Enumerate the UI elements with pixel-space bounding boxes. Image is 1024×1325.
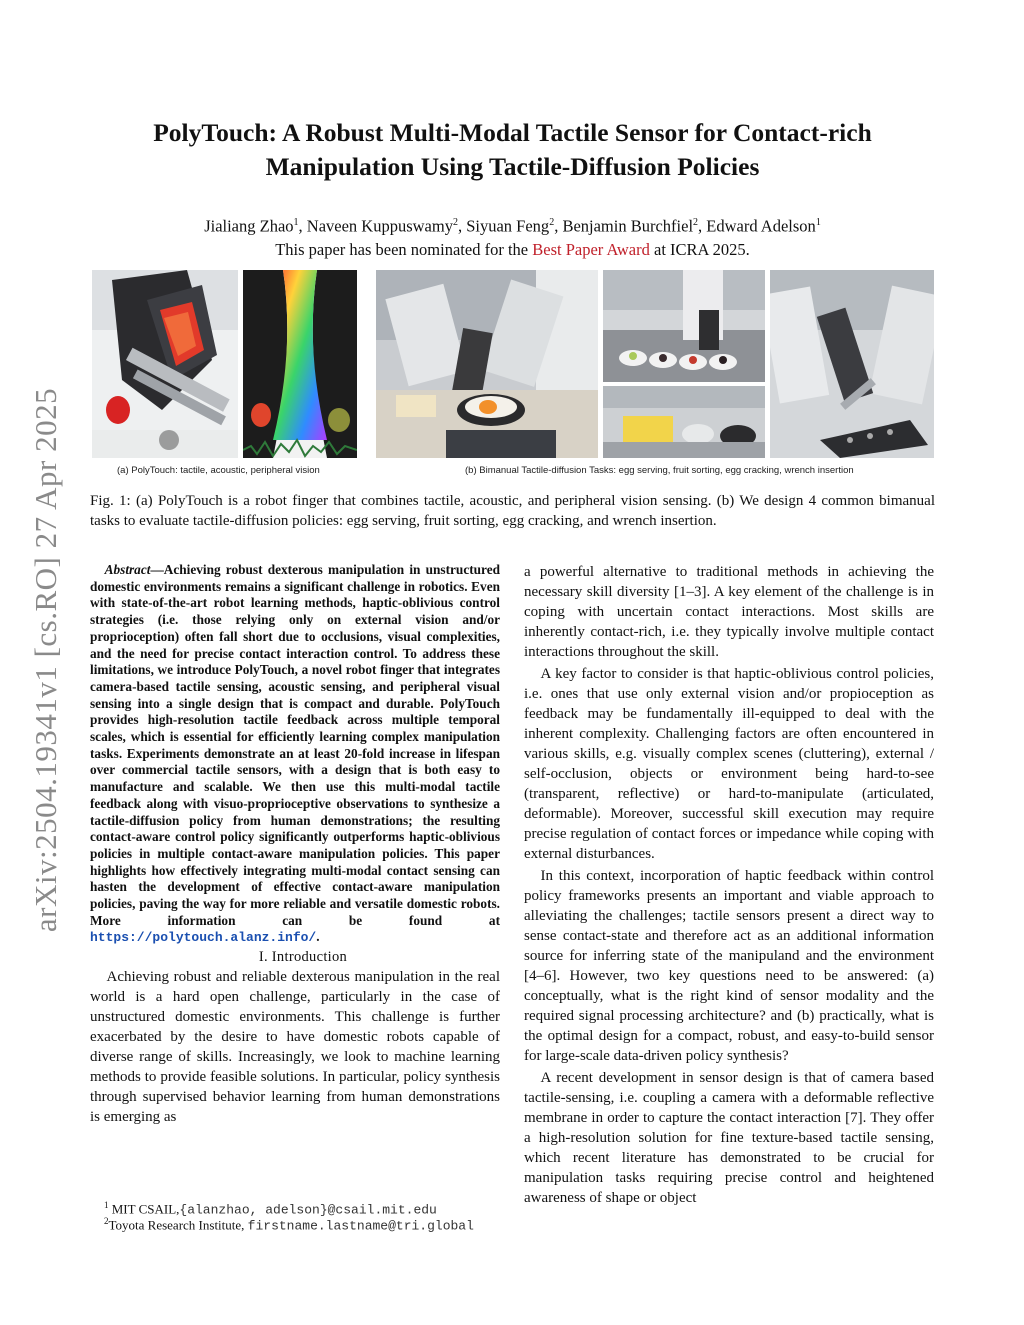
arxiv-stamp-text: arXiv:2504.19341v1 [cs.RO] 27 Apr 2025: [28, 387, 63, 933]
abstract-label: Abstract: [104, 562, 151, 577]
footnote-1-email: {alanzhao, adelson}@csail.mit.edu: [179, 1202, 437, 1218]
figure-image-tactile: [243, 270, 357, 458]
footnote-2-number: 2: [104, 1216, 109, 1226]
footnote-2: [104, 1212, 474, 1235]
right-paragraph-3: In this context, incorporation of haptic feedback within control policy frameworks presents an important and viable approach to alleviating the challenges; tactile sensors present a direct way to sense contact-state and therefore act as an additional information source for inferring state of the manipuland and the environment [4–6]. However, two key questions need to be answered: (a) conceptually, what is the right kind of sensor modality and the required signal processing architecture? and (b) practically, what is the optimal design for a compact, robust, and easy-to-build sensor for large-scale data-driven policy synthesis?: [524, 868, 934, 1064]
title-line-1: PolyTouch: A Robust Multi-Modal Tactile Sensor for Contact-rich: [153, 118, 872, 147]
section-heading-introduction: I. Introduction: [258, 949, 348, 966]
abstract-text: Achieving robust dexterous manipulation in unstructured domestic environments remains a significant challenge in robotics. Even with state-of-the-art robot learning methods, haptic-oblivious control strategies (i.e. those relying only on external vision and/or proprioception) often fall short due to occlusions, visual complexities, and the need for precise contact interaction control. To address these limitations, we introduce PolyTouch, a novel robot finger that integrates camera-based tactile sensing, acoustic sensing, and peripheral visual sensing into a single design that is compact and durable. PolyTouch provides high-resolution tactile feedback across multiple temporal scales, which is essential for efficiently learning complex manipulation tasks. Experiments demonstrate an at least 20-fold increase in lifespan over commercial tactile sensors, with a design that is both easy to manufacture and scalable. We then use this multi-modal tactile feedback along with visuo-proprioceptive observations to synthesize a tactile-diffusion policy from human demonstrations; the resulting contact-aware control policy significantly outperforms haptic-oblivious policies in multiple contact-aware manipulation policies. This paper highlights how effectively integrating multi-modal contact sensing can hasten the development of effective contact-aware manipulation policies, paving the way for more reliable and versatile domestic robots. More information can be found at: [90, 562, 500, 928]
nomination-text-end: at ICRA 2025.: [649, 239, 750, 259]
title-line-2: Manipulation Using Tactile-Diffusion Policies: [265, 152, 760, 181]
right-paragraph-4: A recent development in sensor design is that of camera based tactile-sensing, i.e. coupling a camera with a deformable reflective membrane in order to capture the contact interaction [7]. They offer a high-resolution solution for fine texture-based tactile sensing, which recent literature has demonstrated to be crucial for manipulation tasks requiring precise control and heightened awareness of shape or object: [524, 1070, 934, 1206]
figure-image-egg-serving: [376, 270, 598, 458]
figure-image-wrench-insertion: [770, 270, 934, 458]
right-paragraph-1: a powerful alternative to traditional methods in achieving the necessary skill diversity [1–3]. A key element of the challenge is in coping with uncertain contact interactions. Most skills are inherently contact-rich, i.e. they typically involve multiple contact interactions throughout the skill.: [524, 564, 934, 660]
abstract-dash: —: [150, 562, 164, 577]
author-name: Siyuan Feng: [466, 216, 550, 236]
nomination-text: This paper has been nominated for the: [275, 239, 533, 259]
arxiv-stamp: [25, 350, 67, 970]
abstract-end: .: [316, 929, 320, 945]
best-paper-award-link[interactable]: Best Paper Award: [532, 239, 650, 259]
right-column: [524, 562, 934, 1208]
figure-image-fruit-sorting: [603, 270, 765, 382]
author-affiliation: 2: [693, 217, 699, 228]
left-column: [90, 562, 500, 1127]
figure-image-finger: [92, 270, 238, 458]
figure-1: [92, 270, 934, 460]
figure-subcaption-a: (a) PolyTouch: tactile, acoustic, peripheral vision: [117, 465, 320, 476]
nomination-line: [90, 238, 935, 261]
right-paragraph-2: A key factor to consider is that haptic-oblivious control policies, i.e. ones that use only external vision and/or propioception as feedback may be fundamentally ill-equipped to deal with the inherent complexity. Challenging factors are often encountered in various skills, e.g. visually complex scenes (cluttering), external / self-occlusion, objects or environment being hard-to-see (transparent, reflective) or hard-to-manipulate (articulated, deformable). Moreover, successful skill execution may require precise regulation of contact forces or impedance while coping with external disturbances.: [524, 666, 934, 862]
author-name: Benjamin Burchfiel: [562, 216, 694, 236]
figure-subcaption-b: (b) Bimanual Tactile-diffusion Tasks: egg serving, fruit sorting, egg cracking, wrench insertion: [465, 465, 854, 476]
author-affiliation: 1: [815, 217, 821, 228]
author-name: Jialiang Zhao: [204, 216, 294, 236]
author-name: Naveen Kuppuswamy: [306, 216, 453, 236]
figure-caption: Fig. 1: (a) PolyTouch is a robot finger that combines tactile, acoustic, and peripheral vision sensing. (b) We design 4 common bimanual tasks to evaluate tactile-diffusion policies: egg serving, fruit sorting, egg cracking, and wrench insertion.: [90, 493, 935, 529]
footnote-1-text: MIT CSAIL,: [108, 1201, 180, 1217]
intro-paragraph: Achieving robust and reliable dexterous manipulation in the real world is a hard open challenge, particularly in the case of unstructured domestic environments. This challenge is further exacerbated by the desire to have domestic robots capable of diverse range of skills. Increasingly, we look to machine learning methods to provide feasible solutions. In particular, policy synthesis through supervised behavior learning from human demonstrations is emerging as: [90, 969, 500, 1126]
abstract: [90, 562, 500, 947]
author-affiliation: 1: [293, 217, 299, 228]
paper-title: [90, 116, 935, 184]
author-block: [90, 211, 935, 261]
author-affiliation: 2: [452, 217, 458, 228]
footnote-2-text: Toyota Research Institute,: [108, 1217, 248, 1233]
author-name: Edward Adelson: [706, 216, 816, 236]
project-url-link[interactable]: https://polytouch.alanz.info/: [90, 930, 317, 946]
author-affiliation: 2: [549, 217, 555, 228]
footnote-2-email: firstname.lastname@tri.global: [247, 1218, 474, 1234]
author-list: Jialiang Zhao$^1$, Naveen Kuppuswamy$^2$, Siyuan Feng$^2$, Benjamin Burchfiel$^2$, Edward Adelson$^1$: [204, 216, 821, 236]
footnote-1-number: 1: [104, 1200, 109, 1210]
figure-image-egg-cracking: [603, 386, 765, 458]
